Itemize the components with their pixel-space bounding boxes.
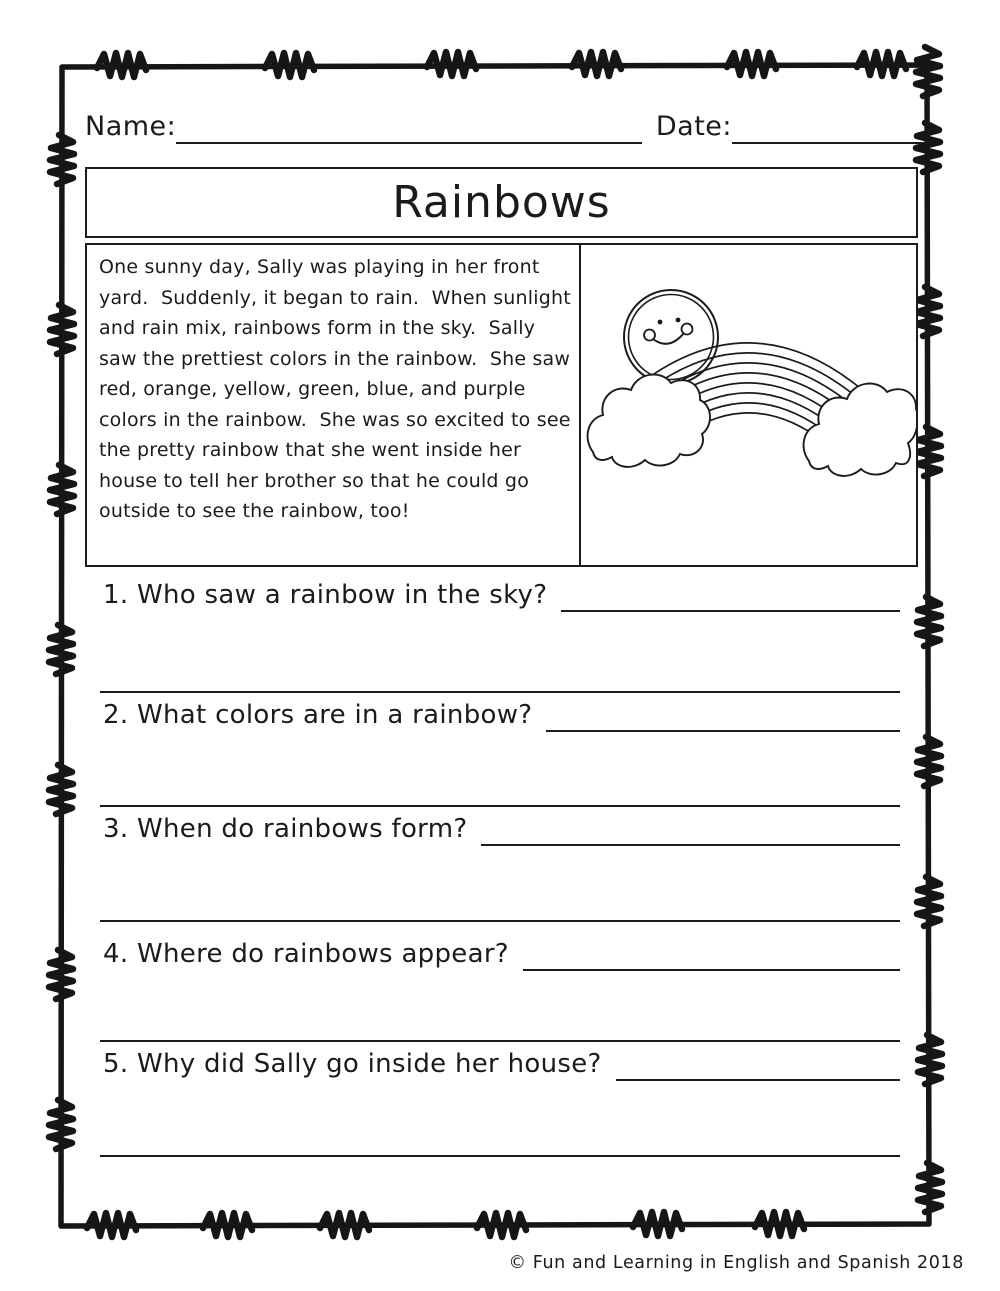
page-title: Rainbows <box>392 177 611 228</box>
answer-line[interactable] <box>481 816 900 846</box>
answer-line-continued[interactable] <box>100 1155 900 1157</box>
name-label: Name: <box>85 111 177 142</box>
question-row <box>103 814 900 846</box>
cloud-icon <box>588 375 710 467</box>
title-box <box>85 167 918 238</box>
header-row <box>85 110 930 144</box>
question-row <box>103 580 900 612</box>
question-text: 4. Where do rainbows appear? <box>103 939 509 969</box>
question-row <box>103 700 900 732</box>
answer-line[interactable] <box>616 1051 900 1081</box>
answer-line[interactable] <box>546 702 900 732</box>
date-blank[interactable] <box>732 110 930 144</box>
question-text: 5. Why did Sally go inside her house? <box>103 1049 602 1079</box>
answer-line[interactable] <box>561 582 900 612</box>
question-text: 2. What colors are in a rainbow? <box>103 700 533 730</box>
question-number: 2. <box>103 700 129 730</box>
answer-line-continued[interactable] <box>100 691 900 693</box>
date-label: Date: <box>655 111 732 142</box>
question-number: 4. <box>103 939 129 969</box>
question-row <box>103 1049 900 1081</box>
passage-box <box>85 243 918 567</box>
question-row <box>103 939 900 971</box>
answer-line-continued[interactable] <box>100 920 900 922</box>
footer-credit: © Fun and Learning in English and Spanish 2018 <box>508 1253 964 1273</box>
passage-illustration <box>581 245 916 565</box>
question-number: 5. <box>103 1049 129 1079</box>
question-text: 3. When do rainbows form? <box>103 814 468 844</box>
cloud-icon <box>804 384 916 476</box>
answer-line-continued[interactable] <box>100 1040 900 1042</box>
rainbow-illustration <box>581 249 916 564</box>
question-text: 1. Who saw a rainbow in the sky? <box>103 580 548 610</box>
answer-line-continued[interactable] <box>100 805 900 807</box>
name-blank[interactable] <box>176 110 642 144</box>
passage-text: One sunny day, Sally was playing in her front yard. Suddenly, it began to rain. When sunlight and rain mix, rainbows form in the sky. Sally saw the prettiest colors in the rainbow. She saw red, orange, yellow, green, blue, and purple colors in the rainbow. She was so excited to see the pretty rainbow that she went inside her house to tell her brother so that he could go outside to see the rainbow, too! <box>87 245 581 565</box>
question-number: 1. <box>103 580 129 610</box>
answer-line[interactable] <box>523 941 900 971</box>
question-number: 3. <box>103 814 129 844</box>
